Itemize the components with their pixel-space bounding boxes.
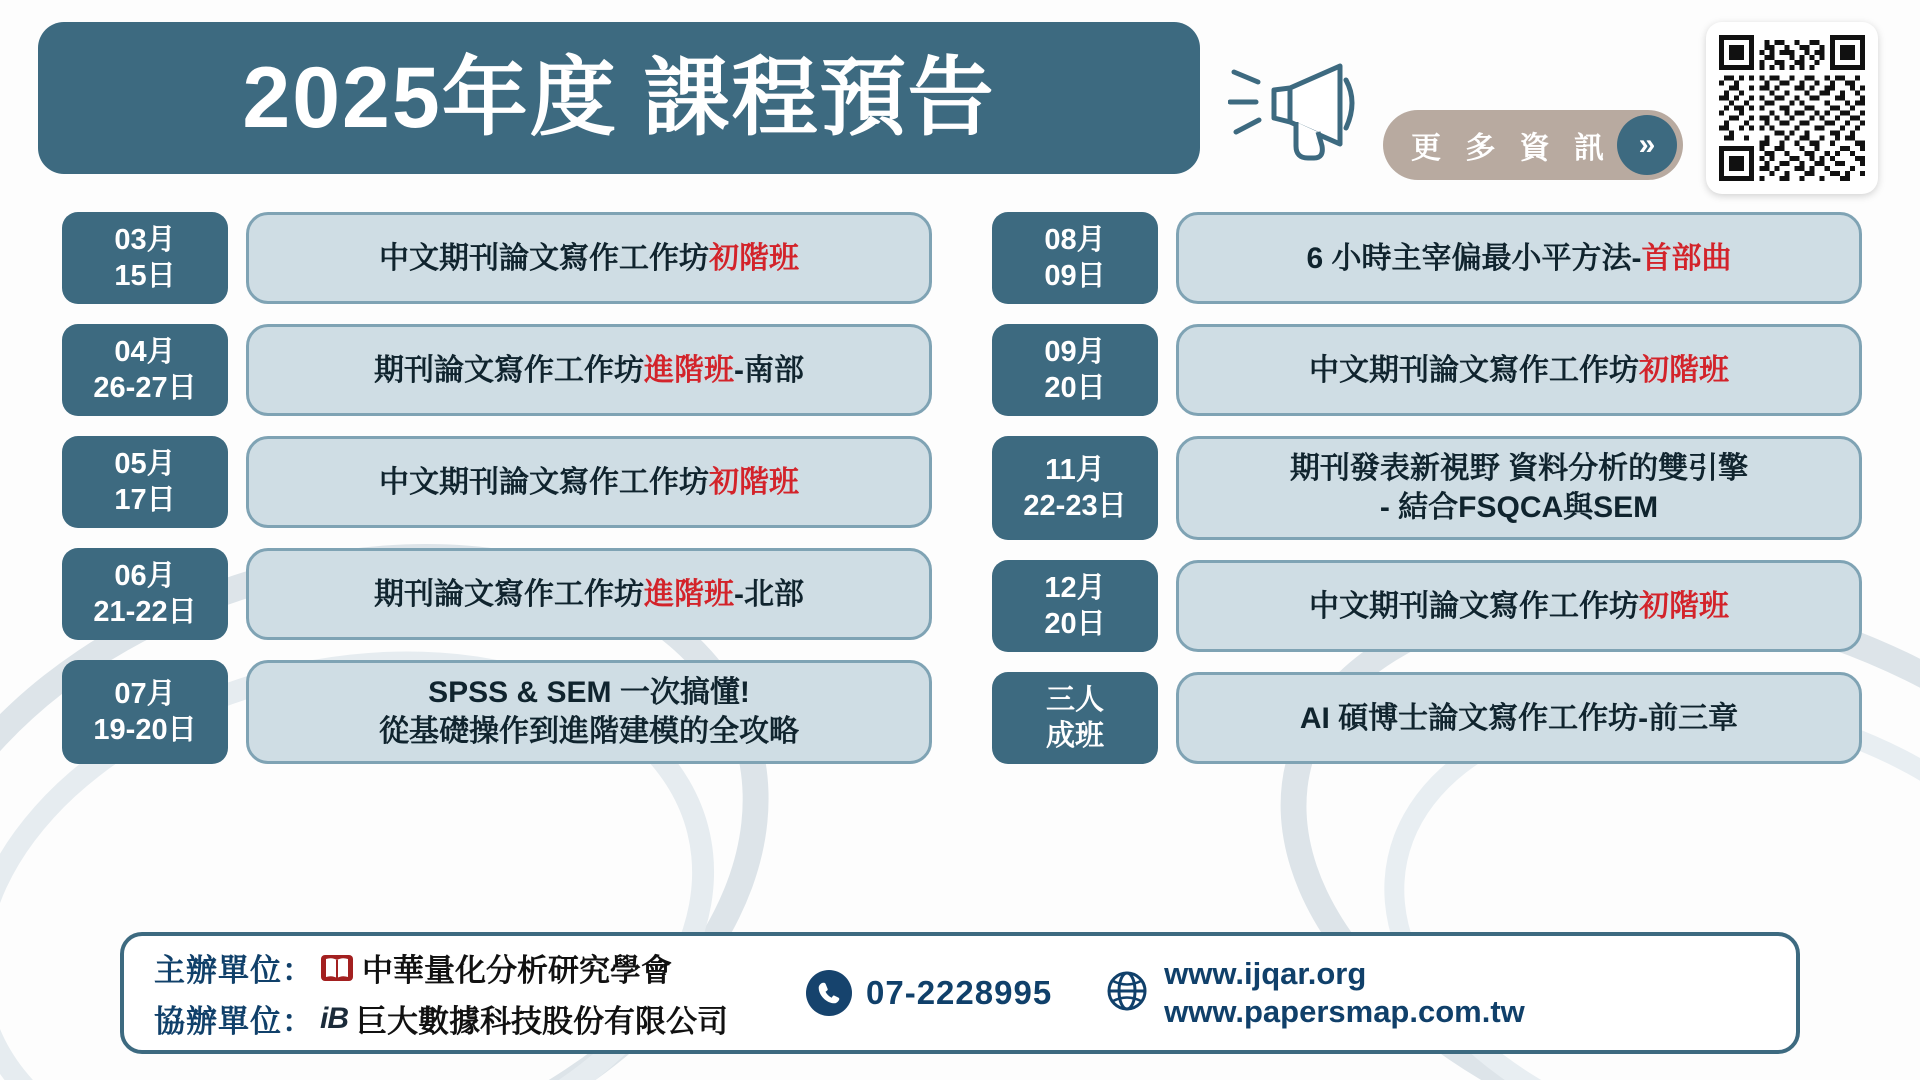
course-box[interactable] [1176, 324, 1862, 416]
course-box[interactable] [246, 660, 932, 764]
course-title-highlight: 初階班 [709, 241, 799, 275]
date-day: 成班 [1045, 720, 1104, 752]
course-title-line1: 期刊發表新視野 資料分析的雙引擎 [1289, 452, 1749, 485]
course-title-highlight: 首部曲 [1641, 241, 1732, 275]
date-day: 21-22日 [93, 596, 197, 628]
date-day: 22-23日 [1023, 490, 1127, 522]
coorganizer-row [154, 996, 728, 1041]
course-title-plain: 中文期刊論文寫作工作坊 [379, 465, 709, 499]
date-month: 11月 [1045, 453, 1105, 486]
course-row[interactable] [992, 212, 1862, 304]
date-chip [62, 660, 228, 764]
course-box[interactable] [246, 436, 932, 528]
date-day: 09日 [1044, 260, 1106, 292]
date-day: 19-20日 [93, 714, 197, 746]
website-urls [1164, 956, 1525, 1030]
course-row[interactable] [992, 672, 1862, 764]
date-month: 04月 [114, 335, 176, 368]
course-title [1306, 239, 1731, 278]
course-box[interactable] [1176, 436, 1862, 540]
course-title [379, 463, 799, 502]
page-title: 2025年度 課程預告 [242, 50, 996, 146]
course-title-highlight: 初階班 [1639, 353, 1729, 387]
course-row[interactable] [992, 324, 1862, 416]
date-day: 15日 [114, 260, 176, 292]
ib-logo: iB [320, 1001, 348, 1035]
date-chip [992, 672, 1158, 764]
course-title-highlight: 初階班 [709, 465, 799, 499]
title-plate [38, 22, 1200, 174]
host-row [154, 945, 728, 990]
more-info-label: 更 多 資 訊 [1411, 132, 1613, 165]
date-day: 20日 [1044, 608, 1106, 640]
date-chip [992, 212, 1158, 304]
course-title [379, 673, 799, 751]
course-box[interactable] [246, 324, 932, 416]
course-title-plain: 6 小時主宰偏最小平方法- [1306, 241, 1642, 275]
coorganizer-label: 協辦單位： [154, 1004, 314, 1039]
more-info-button[interactable] [1383, 110, 1683, 180]
course-title [1309, 351, 1729, 390]
date-month: 09月 [1044, 335, 1106, 368]
course-title-plain: AI 碩博士論文寫作工作坊-前三章 [1299, 701, 1739, 735]
date-chip [62, 212, 228, 304]
course-title-line1: SPSS & SEM 一次搞懂! [428, 676, 750, 709]
course-title [374, 351, 804, 390]
website-link-primary[interactable]: www.ijqar.org [1164, 956, 1367, 991]
course-title [379, 239, 799, 278]
date-chip [62, 324, 228, 416]
course-title-highlight: 初階班 [1639, 589, 1729, 623]
course-box[interactable] [246, 548, 932, 640]
date-month: 三人 [1045, 683, 1104, 716]
date-day: 20日 [1044, 372, 1106, 404]
course-title-plain: 期刊論文寫作工作坊 [374, 577, 644, 611]
globe-icon [1106, 970, 1148, 1017]
date-chip [62, 436, 228, 528]
course-title [1300, 699, 1738, 738]
organizer-block [124, 945, 728, 1041]
book-icon [320, 953, 354, 983]
course-column-left [62, 212, 932, 764]
course-title-highlight: 進階班 [644, 353, 734, 387]
date-month: 08月 [1044, 223, 1106, 256]
course-title-highlight: 進階班 [644, 577, 734, 611]
course-row[interactable] [62, 548, 932, 640]
date-month: 03月 [114, 223, 176, 256]
host-name: 中華量化分析研究學會 [362, 953, 672, 988]
course-row[interactable] [62, 212, 932, 304]
course-title [1290, 449, 1748, 527]
course-box[interactable] [1176, 560, 1862, 652]
date-month: 12月 [1044, 571, 1106, 604]
footer-bar [120, 932, 1800, 1054]
course-title-line2: 從基礎操作到進階建模的全攻略 [379, 715, 799, 748]
course-title-line2: - 結合FSQCA與SEM [1379, 491, 1659, 524]
course-schedule [62, 212, 1862, 764]
course-row[interactable] [992, 436, 1862, 540]
course-title-tail: -北部 [734, 577, 804, 611]
date-month: 05月 [114, 447, 176, 480]
date-day: 26-27日 [93, 372, 197, 404]
course-row[interactable] [992, 560, 1862, 652]
course-title-plain: 中文期刊論文寫作工作坊 [1309, 353, 1639, 387]
phone-number[interactable]: 07-2228995 [866, 974, 1053, 1011]
coorganizer-name: 巨大數據科技股份有限公司 [356, 1004, 728, 1039]
date-day: 17日 [114, 484, 176, 516]
website-block[interactable] [1106, 956, 1525, 1030]
website-link-secondary[interactable]: www.papersmap.com.tw [1164, 994, 1525, 1029]
chevron-right-icon[interactable]: » [1617, 115, 1677, 175]
course-row[interactable] [62, 660, 932, 764]
qr-code-icon[interactable] [1706, 22, 1878, 194]
course-box[interactable] [1176, 212, 1862, 304]
date-chip [992, 560, 1158, 652]
host-label: 主辦單位： [154, 953, 314, 988]
date-month: 07月 [114, 677, 176, 710]
course-title-plain: 期刊論文寫作工作坊 [374, 353, 644, 387]
course-column-right [992, 212, 1862, 764]
course-title [374, 575, 804, 614]
date-chip [62, 548, 228, 640]
course-row[interactable] [62, 436, 932, 528]
date-chip [992, 324, 1158, 416]
date-month: 06月 [114, 559, 176, 592]
course-title-tail: -南部 [734, 353, 804, 387]
date-chip [992, 436, 1158, 540]
course-box[interactable] [1176, 672, 1862, 764]
course-box[interactable] [246, 212, 932, 304]
course-title-plain: 中文期刊論文寫作工作坊 [1309, 589, 1639, 623]
phone-icon [806, 970, 852, 1016]
megaphone-icon [1228, 60, 1368, 164]
course-row[interactable] [62, 324, 932, 416]
course-title [1309, 587, 1729, 626]
course-title-plain: 中文期刊論文寫作工作坊 [379, 241, 709, 275]
phone-block[interactable] [806, 970, 1052, 1016]
poster-header [38, 22, 1878, 174]
